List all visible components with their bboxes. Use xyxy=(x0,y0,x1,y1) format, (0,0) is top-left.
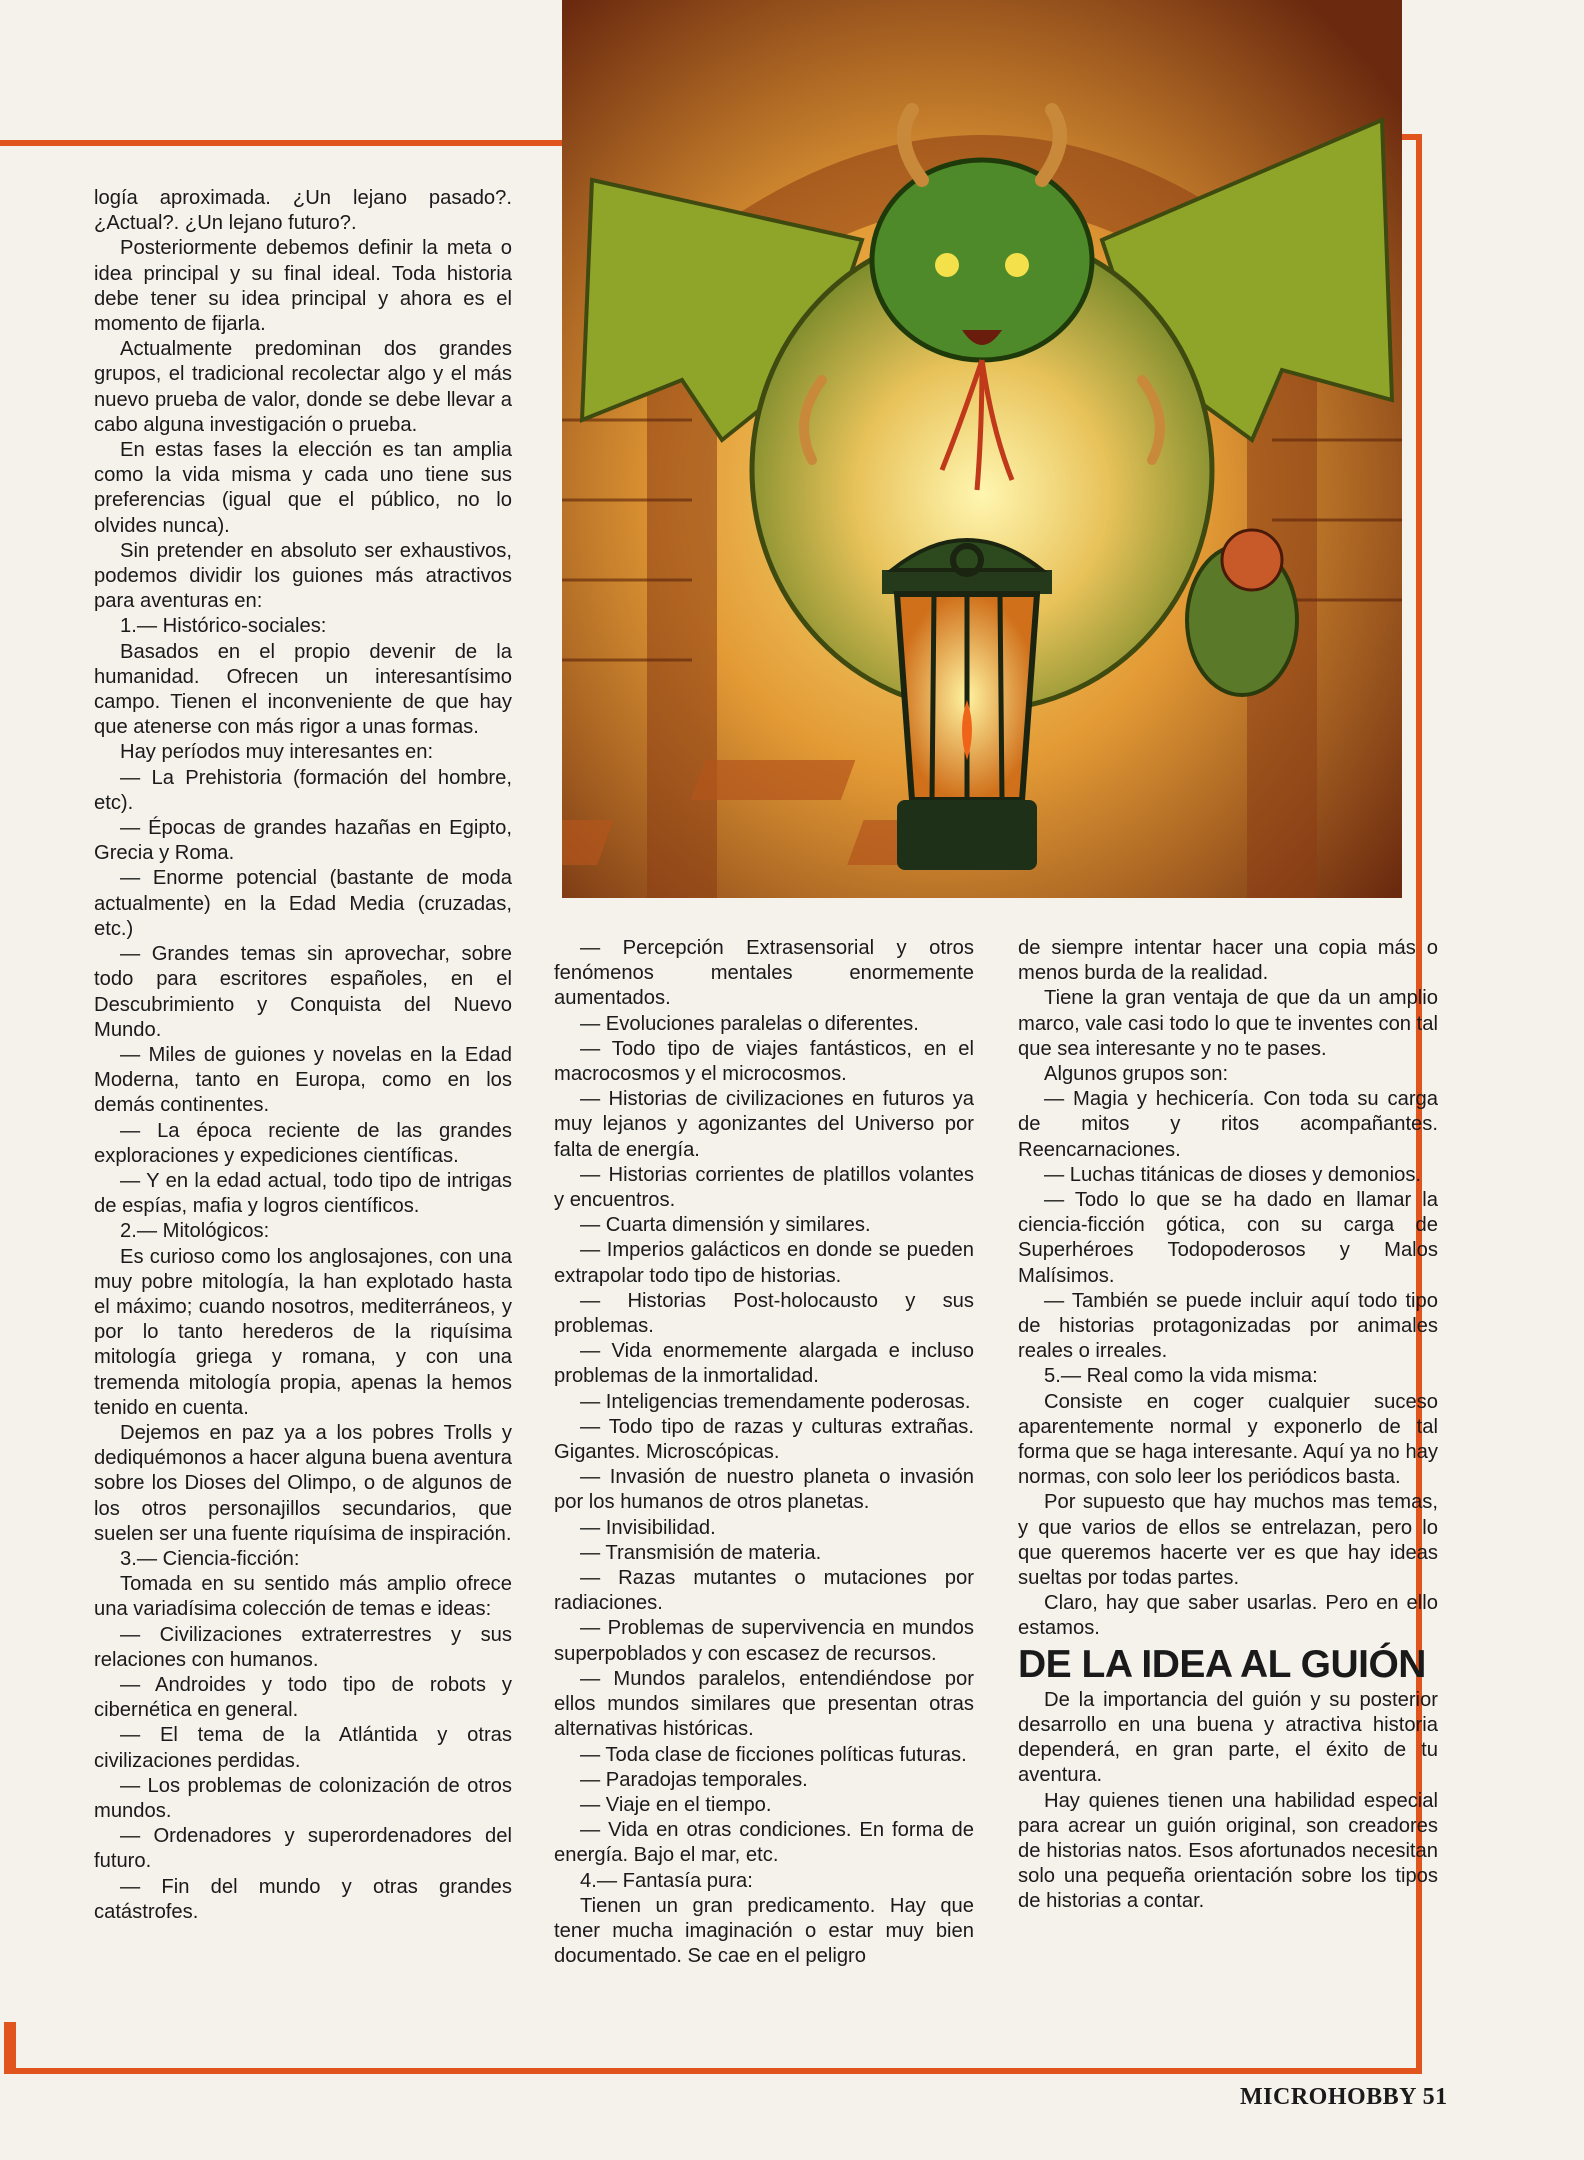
list-item: — Transmisión de materia. xyxy=(580,1541,822,1564)
list-item: — Ordenadores y superordenadores del futuro. xyxy=(94,1825,512,1873)
dragon-lantern-illustration xyxy=(562,0,1402,898)
section-label: 2.— Mitológicos: xyxy=(120,1220,270,1243)
magazine-name: MICROHOBBY xyxy=(1240,2084,1417,2110)
paragraph: Algunos grupos son: xyxy=(1044,1063,1229,1086)
list-item: — Problemas de supervivencia en mundos superpoblados y con escasez de recursos. xyxy=(554,1617,974,1665)
paragraph: Basados en el propio devenir de la humanidad. Ofrecen un interesantísimo campo. Tienen el inconveniente de que hay que atenerse con más rigor a unas formas. xyxy=(94,640,512,739)
list-item: — Grandes temas sin aprovechar, sobre todo para escritores españoles, en el Descubrimiento y Conquista del Nuevo Mundo. xyxy=(94,943,512,1041)
page-number: 51 xyxy=(1422,2084,1448,2110)
list-item: — Enorme potencial (bastante de moda actualmente) en la Edad Media (cruzadas, etc.) xyxy=(94,867,512,940)
paragraph: Consiste en coger cualquier suceso aparentemente normal y exponerlo de tal forma que se haga interesante. Aquí ya no hay normas, con solo leer los periódicos basta. xyxy=(1018,1390,1438,1489)
paragraph: Tomada en su sentido más amplio ofrece una variadísima colección de temas e ideas: xyxy=(94,1573,512,1621)
list-item: — Civilizaciones extraterrestres y sus relaciones con humanos. xyxy=(94,1623,512,1671)
list-item: — Viaje en el tiempo. xyxy=(580,1793,772,1816)
list-item: — También se puede incluir aquí todo tipo de historias protagonizadas por animales reales o irreales. xyxy=(1018,1289,1438,1363)
list-item: — Cuarta dimensión y similares. xyxy=(580,1214,871,1237)
list-item: — Razas mutantes o mutaciones por radiaciones. xyxy=(554,1567,974,1615)
section-label: 3.— Ciencia-ficción: xyxy=(120,1547,300,1570)
paragraph: logía aproximada. ¿Un lejano pasado?. ¿Actual?. ¿Un lejano futuro?. xyxy=(94,187,512,235)
list-item: — Evoluciones paralelas o diferentes. xyxy=(580,1012,919,1035)
list-item: — Inteligencias tremendamente poderosas. xyxy=(580,1390,971,1413)
orange-frame-corner xyxy=(4,2022,16,2074)
list-item: — Todo lo que se ha dado en llamar la ciencia-ficción gótica, con su carga de Superhéroes Todopoderosos y Malos Malísimos. xyxy=(1018,1189,1438,1287)
text-column-3 xyxy=(1018,936,1438,1915)
section-heading: DE LA IDEA AL GUIÓN xyxy=(1018,1642,1426,1686)
list-item: — El tema de la Atlántida y otras civilizaciones perdidas. xyxy=(94,1724,512,1772)
paragraph: Hay quienes tienen una habilidad especial para acrear un guión original, son creadores de historias natos. Esos afortunados necesitan solo una pequeña orientación sobre los tipos de historias a contar. xyxy=(1018,1789,1438,1913)
list-item: — Toda clase de ficciones políticas futuras. xyxy=(580,1743,967,1766)
section-label: 1.— Histórico-sociales: xyxy=(120,615,327,638)
list-item: — Luchas titánicas de dioses y demonios. xyxy=(1044,1163,1422,1186)
list-item: — Imperios galácticos en donde se pueden extrapolar todo tipo de historias. xyxy=(554,1239,974,1287)
list-item: — Los problemas de colonización de otros mundos. xyxy=(94,1774,512,1822)
paragraph: de siempre intentar hacer una copia más o menos burda de la realidad. xyxy=(1018,937,1438,985)
list-item: — Historias Post-holocausto y sus problemas. xyxy=(554,1289,974,1338)
list-item: — Vida enormemente alargada e incluso problemas de la inmortalidad. xyxy=(554,1340,974,1388)
list-item: — Percepción Extrasensorial y otros fenómenos mentales enormemente aumentados. xyxy=(554,937,974,1010)
list-item: — Invisibilidad. xyxy=(580,1516,716,1539)
list-item: — Vida en otras condiciones. En forma de energía. Bajo el mar, etc. xyxy=(554,1819,974,1867)
page-footer xyxy=(1240,2084,1448,2111)
list-item: — La época reciente de las grandes exploraciones y expediciones científicas. xyxy=(94,1119,512,1167)
paragraph: Actualmente predominan dos grandes grupos, el tradicional recolectar algo y el más nuevo prueba de valor, donde se debe llevar a cabo alguna investigación o prueba. xyxy=(94,338,512,436)
list-item: — Historias corrientes de platillos volantes y encuentros. xyxy=(554,1163,974,1212)
list-item: — Invasión de nuestro planeta o invasión por los humanos de otros planetas. xyxy=(554,1466,974,1514)
list-item: — Fin del mundo y otras grandes catástrofes. xyxy=(94,1875,512,1923)
paragraph: Sin pretender en absoluto ser exhaustivos, podemos dividir los guiones más atractivos para aventuras en: xyxy=(94,539,512,613)
paragraph: De la importancia del guión y su posterior desarrollo en una buena y atractiva historia dependerá, en gran parte, el éxito de tu aventura. xyxy=(1018,1688,1438,1787)
paragraph: Claro, hay que saber usarlas. Pero en ello estamos. xyxy=(1018,1592,1438,1640)
section-label: 4.— Fantasía pura: xyxy=(580,1869,753,1892)
paragraph: Tienen un gran predicamento. Hay que tener mucha imaginación o estar muy bien documentado. Se cae en el peligro xyxy=(554,1894,974,1968)
list-item: — Historias de civilizaciones en futuros ya muy lejanos y agonizantes del Universo por falta de energía. xyxy=(554,1088,974,1161)
paragraph: Tiene la gran ventaja de que da un amplio marco, vale casi todo lo que te inventes con tal que sea interesante y no te pases. xyxy=(1018,987,1438,1060)
list-item: — Paradojas temporales. xyxy=(580,1768,808,1791)
list-item: — Todo tipo de viajes fantásticos, en el macrocosmos y el microcosmos. xyxy=(554,1037,974,1086)
list-item: — La Prehistoria (formación del hombre, etc). xyxy=(94,766,512,814)
paragraph: Dejemos en paz ya a los pobres Trolls y dediquémonos a hacer alguna buena aventura sobre los Dioses del Olimpo, o de algunos de los otros personajillos secundarios, que suelen ser una fuente riquísima de inspiración. xyxy=(94,1421,512,1545)
list-item: — Todo tipo de razas y culturas extrañas. Gigantes. Microscópicas. xyxy=(554,1415,974,1464)
list-item: — Mundos paralelos, entendiéndose por ellos mundos similares que presentan otras alternativas históricas. xyxy=(554,1667,974,1741)
orange-frame-top xyxy=(0,140,566,146)
paragraph: Es curioso como los anglosajones, con una muy pobre mitología, la han explotado hasta el máximo; cuando nosotros, mediterráneos, y por lo tanto herederos de la riquísima mitología griega y romana, y con una tremenda mitología propia, apenas la hemos tenido en cuenta. xyxy=(94,1245,512,1419)
list-item: — Magia y hechicería. Con toda su carga de mitos y ritos acompañantes. Reencarnaciones. xyxy=(1018,1088,1438,1161)
list-item: — Y en la edad actual, todo tipo de intrigas de espías, mafia y logros científicos. xyxy=(94,1169,512,1218)
list-item: — Androides y todo tipo de robots y cibernética en general. xyxy=(94,1673,512,1722)
text-column-2 xyxy=(554,936,974,1969)
list-item: — Miles de guiones y novelas en la Edad Moderna, tanto en Europa, como en los demás continentes. xyxy=(94,1043,512,1117)
list-item: — Épocas de grandes hazañas en Egipto, Grecia y Roma. xyxy=(94,817,512,865)
paragraph: Hay períodos muy interesantes en: xyxy=(120,741,434,764)
paragraph: En estas fases la elección es tan amplia como la vida misma y cada uno tiene sus preferencias (igual que el público, no lo olvides nunca). xyxy=(94,439,512,537)
paragraph: Por supuesto que hay muchos mas temas, y que varios de ellos se entrelazan, pero lo que queremos hacerte ver es que hay ideas sueltas por todas partes. xyxy=(1018,1491,1438,1590)
section-label: 5.— Real como la vida misma: xyxy=(1044,1365,1318,1388)
orange-frame-bottom xyxy=(14,2068,1422,2074)
paragraph: Posteriormente debemos definir la meta o idea principal y su final ideal. Toda historia debe tener su idea principal y ahora es el momento de fijarla. xyxy=(94,237,512,336)
text-column-1 xyxy=(94,186,512,1925)
